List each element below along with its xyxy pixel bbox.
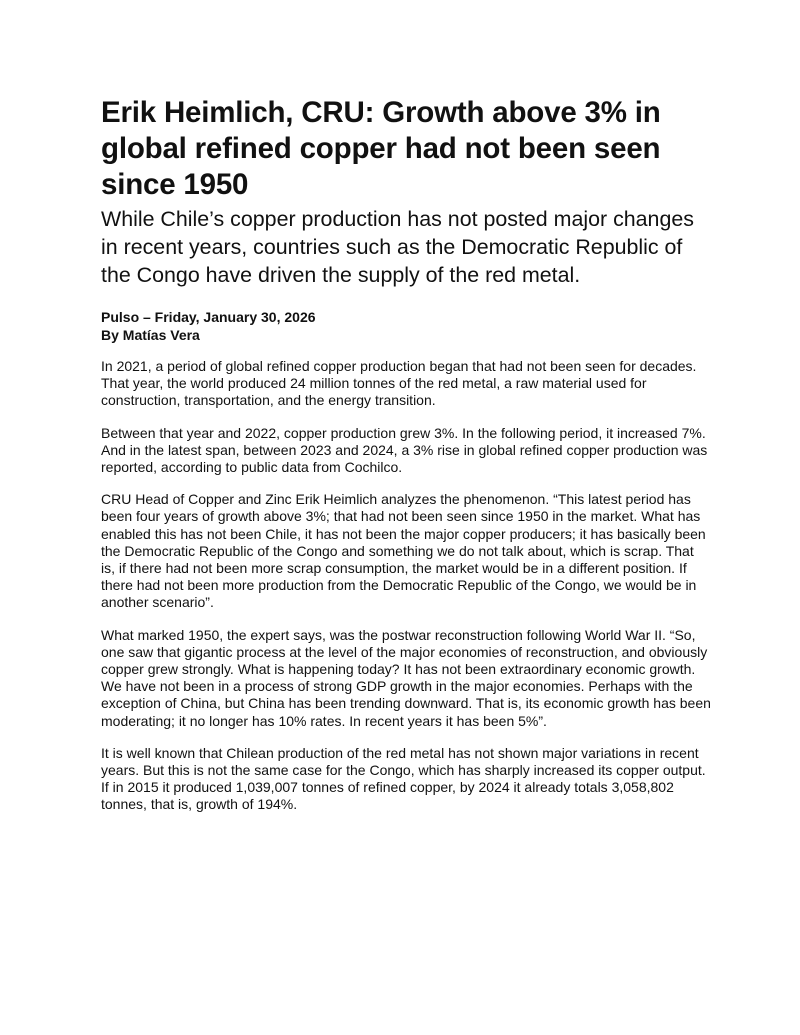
paragraph: CRU Head of Copper and Zinc Erik Heimlich analyzes the phenomenon. “This latest period has been four years of growth above 3%; that had not been seen since 1950 in the market. What has enabled this has not been Chile, it has not been the major copper producers; it has basically been the Democratic Republic of the Congo and something we do not talk about, which is scrap. That is, if there had not been more scrap consumption, the market would be in a different position. If there had not been more production from the Democratic Republic of the Congo, we would be in another scenario”. (101, 491, 706, 611)
paragraph: In 2021, a period of global refined copper production began that had not been seen for decades. That year, the world produced 24 million tonnes of the red metal, a raw material used for construction, transportation, and the energy transition. (101, 358, 697, 409)
article-body (101, 358, 711, 814)
byline (101, 308, 711, 344)
dateline: Pulso – Friday, January 30, 2026 (101, 309, 316, 325)
paragraph: Between that year and 2022, copper production grew 3%. In the following period, it increased 7%. And in the latest span, between 2023 and 2024, a 3% rise in global refined copper production was reported, according to public data from Cochilco. (101, 424, 708, 476)
article-headline: Erik Heimlich, CRU: Growth above 3% in global refined copper had not been seen since 1950 (101, 96, 661, 201)
article-subheadline: While Chile’s copper production has not posted major changes in recent years, countries such as the Democratic Republic of the Congo have driven the supply of the red metal. (101, 207, 694, 287)
paragraph: What marked 1950, the expert says, was the postwar reconstruction following World War II. “So, one saw that gigantic process at the level of the major economies of reconstruction, and obviously copper grew strongly. What is happening today? It has not been extraordinary economic growth. We have not been in a process of strong GDP growth in the major economies. Perhaps with the exception of China, but China has been trending downward. That is, its economic growth has been moderating; it no longer has 10% rates. In recent years it has been 5%”. (101, 626, 711, 729)
article (101, 95, 711, 829)
author: By Matías Vera (101, 327, 200, 343)
paragraph: It is well known that Chilean production of the red metal has not shown major variations in recent years. But this is not the same case for the Congo, which has sharply increased its copper output. If in 2015 it produced 1,039,007 tonnes of refined copper, by 2024 it already totals 3,058,802 tonnes, that is, growth of 194%. (101, 744, 706, 813)
